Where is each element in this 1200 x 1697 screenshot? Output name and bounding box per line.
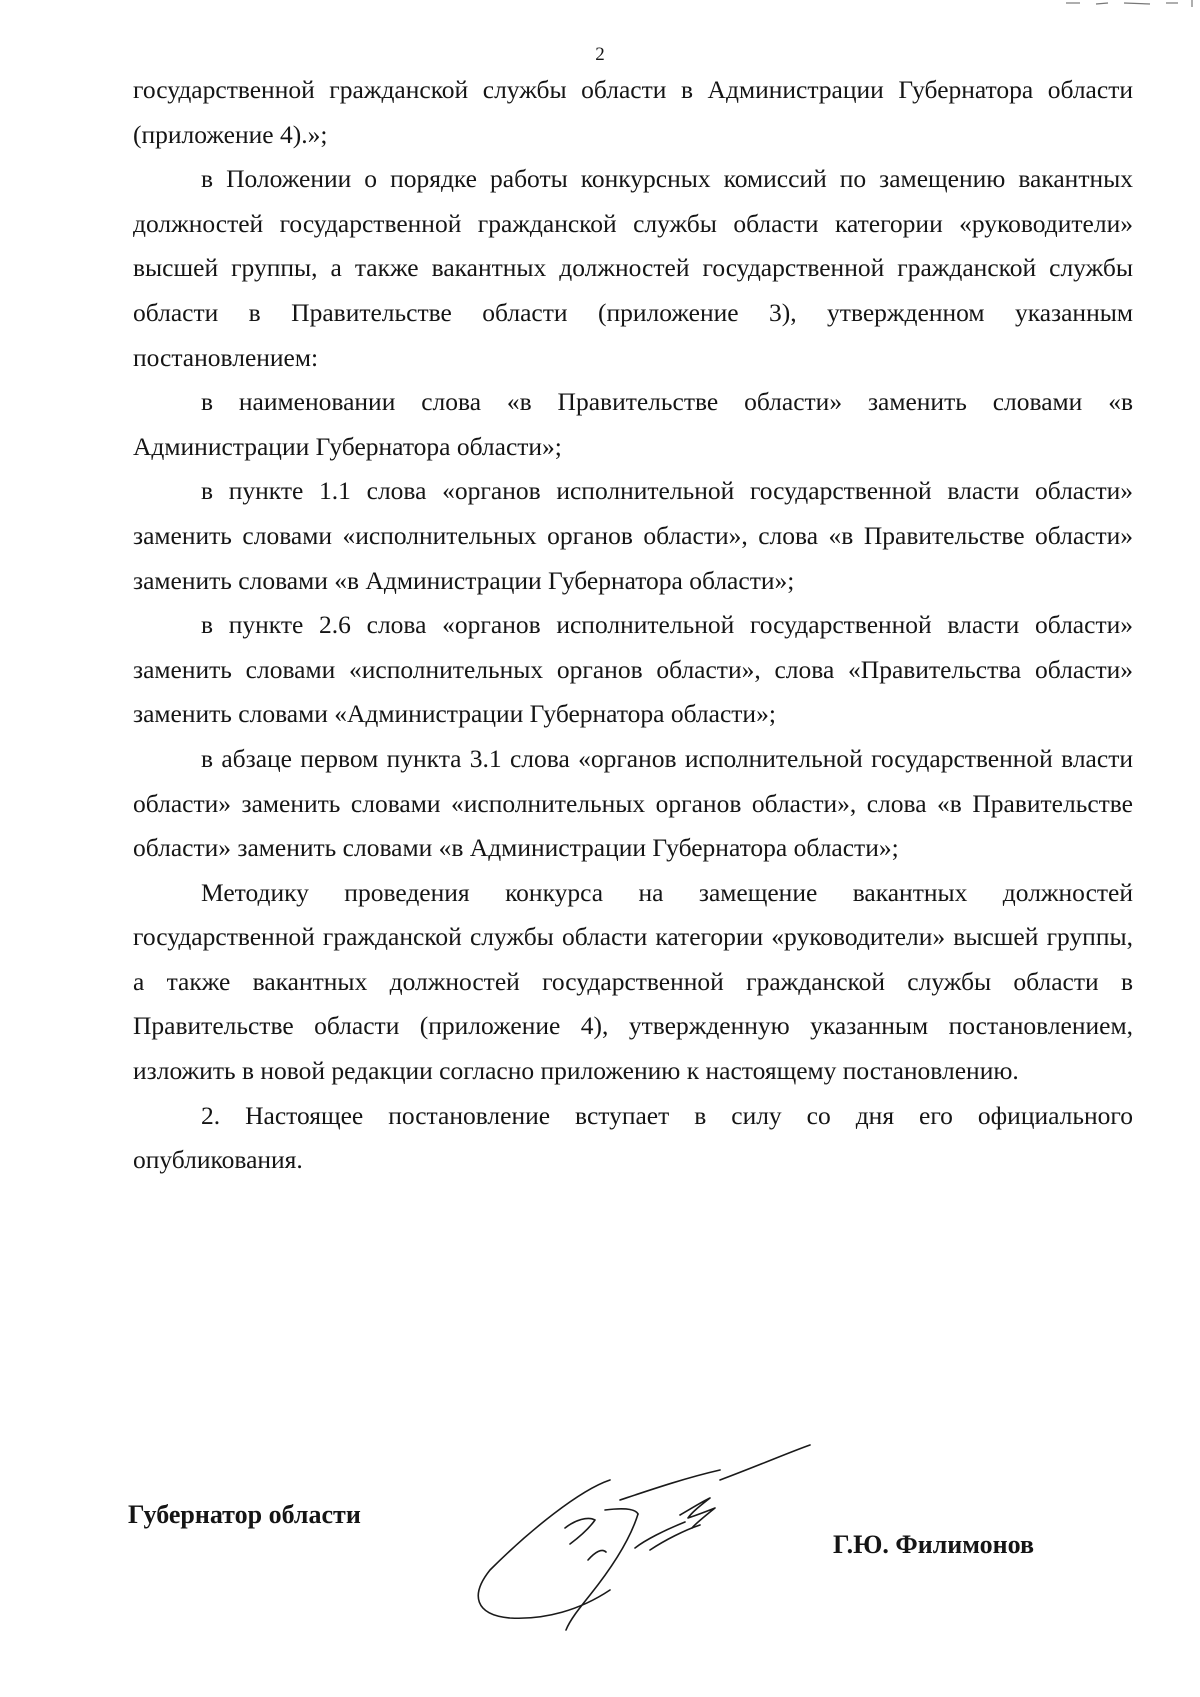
signatory-name: Г.Ю. Филимонов bbox=[833, 1530, 1035, 1559]
paragraph-clause-2-6: в пункте 2.6 слова «органов исполнительной государственной власти области» заменить словами «исполнительных органов области», слова «Правительства области» заменить словами «Администрации Губернатора области»; bbox=[133, 610, 1133, 729]
page-number: 2 bbox=[595, 44, 605, 65]
paragraph-continuation: государственной гражданской службы области в Администрации Губернатора области (приложение 4).»; bbox=[133, 75, 1133, 149]
signatory-title: Губернатор области bbox=[128, 1500, 361, 1529]
paragraph-methodology: Методику проведения конкурса на замещение вакантных должностей государственной гражданской службы области категории «руководители» высшей группы, а также вакантных должностей государственной гражданской службы области в Правительстве области (приложение 4), утвержденную указанным постановлением, изложить в новой редакции согласно приложению к настоящему постановлению. bbox=[133, 877, 1133, 1086]
paragraph-clause-3-1: в абзаце первом пункта 3.1 слова «органов исполнительной государственной власти области» заменить словами «исполнительных органов области», слова «в Правительстве области» заменить словами «в Администрации Губернатора области»; bbox=[133, 743, 1133, 863]
paragraph-effective-date: 2. Настоящее постановление вступает в силу со дня его официального опубликования. bbox=[133, 1100, 1133, 1175]
paragraph-title-amendment: в наименовании слова «в Правительстве области» заменить словами «в Администрации Губернатора области»; bbox=[133, 387, 1133, 461]
paragraph-clause-1-1: в пункте 1.1 слова «органов исполнительной государственной власти области» заменить словами «исполнительных органов области», слова «в Правительстве области» заменить словами «в Администрации Губернатора области»; bbox=[133, 476, 1133, 595]
signature-block bbox=[0, 1420, 1200, 1660]
handwritten-signature bbox=[470, 1420, 890, 1640]
document-body bbox=[133, 68, 1133, 1183]
scan-edge-marks bbox=[1066, 0, 1196, 8]
paragraph-regulation-amendments: в Положении о порядке работы конкурсных комиссий по замещению вакантных должностей государственной гражданской службы области категории «руководители» высшей группы, а также вакантных должностей государственной гражданской службы области в Правительстве области (приложение 3), утвержденном указанным постановлением: bbox=[133, 164, 1133, 372]
